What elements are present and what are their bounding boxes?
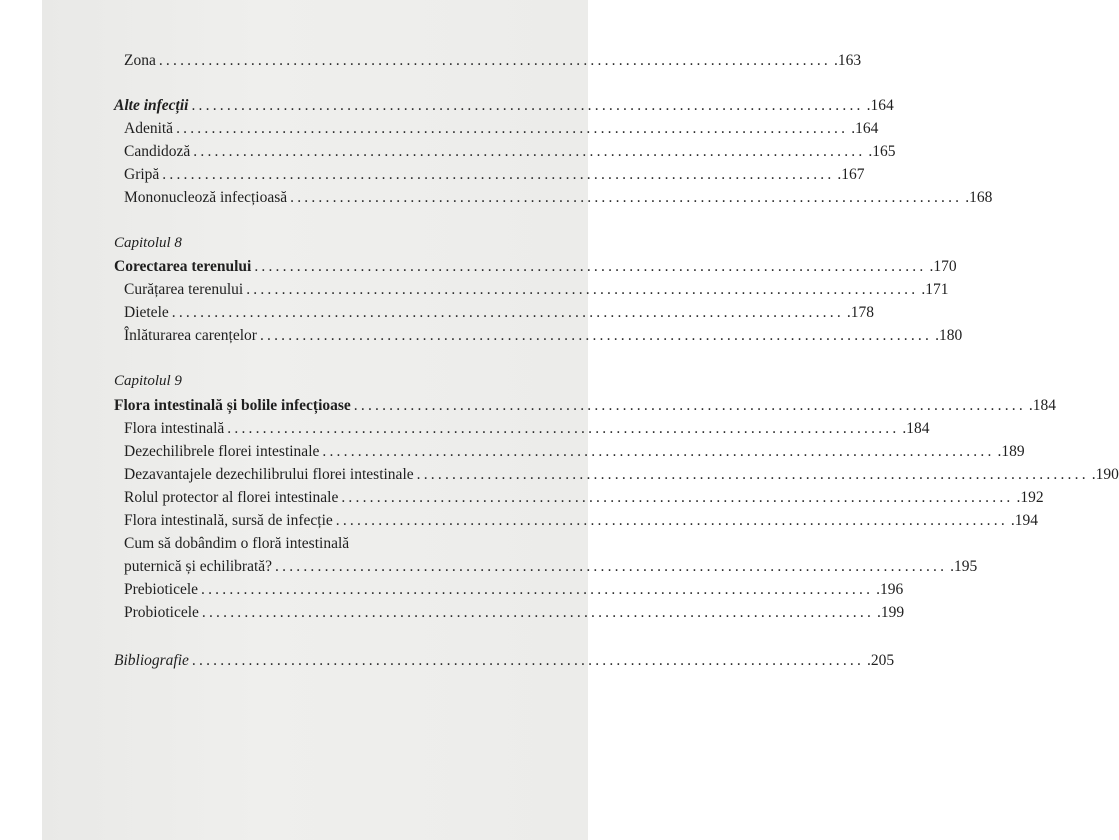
toc-entry-title: Dezavantajele dezechilibrului florei intestinale xyxy=(124,466,414,483)
toc-leader: ............................................................................................... xyxy=(162,166,835,183)
toc-entry-mononucleoza xyxy=(124,187,993,209)
toc-entry-title: Rolul protector al florei intestinale xyxy=(124,489,339,506)
toc-entry-page: .199 xyxy=(877,604,905,621)
toc-section-alte-infectii xyxy=(114,95,894,117)
toc-leader: ............................................................................................... xyxy=(191,652,865,669)
toc-entry-inlaturarea-carentelor xyxy=(124,325,963,347)
toc-section-flora-intestinala xyxy=(114,395,1057,417)
toc-entry-title: Dietele xyxy=(124,304,169,321)
toc-leader: ............................................................................................... xyxy=(201,604,875,621)
toc-entry-title: Mononucleoză infecțioasă xyxy=(124,189,288,206)
toc-leader: ............................................................................................... xyxy=(158,52,831,69)
toc-entry-page: .180 xyxy=(935,327,963,344)
toc-leader: ............................................................................................... xyxy=(201,581,874,598)
toc-entry-page: .164 xyxy=(851,120,879,137)
book-page xyxy=(42,0,1119,840)
toc-entry-prebioticele xyxy=(124,579,904,601)
toc-entry-page: .164 xyxy=(866,97,894,114)
toc-entry-cum-sa-dobandim-line1: Cum să dobândim o floră intestinală xyxy=(124,535,350,552)
toc-entry-dezechilibrele xyxy=(124,441,1025,463)
toc-entry-flora-intestinala xyxy=(124,418,930,440)
toc-leader: ............................................................................................... xyxy=(227,420,900,437)
toc-entry-title: Înlăturarea carențelor xyxy=(124,327,257,344)
toc-entry-title: Corectarea terenului xyxy=(114,258,252,275)
toc-entry-page: .205 xyxy=(867,652,895,669)
toc-entry-zona xyxy=(124,50,862,72)
toc-entry-rolul-protector xyxy=(124,487,1044,509)
toc-entry-title: Flora intestinală xyxy=(124,420,225,437)
toc-entry-page: .196 xyxy=(876,581,904,598)
toc-entry-page: .170 xyxy=(929,258,957,275)
toc-leader: ............................................................................................... xyxy=(290,189,963,206)
toc-entry-title: Candidoză xyxy=(124,143,191,160)
toc-leader: ............................................................................................... xyxy=(171,304,844,321)
toc-entry-page: .195 xyxy=(950,558,978,575)
toc-entry-page: .168 xyxy=(965,189,993,206)
toc-entry-title: Probioticele xyxy=(124,604,199,621)
toc-section-corectarea-terenului xyxy=(114,256,957,278)
chapter-9-heading: Capitolul 9 xyxy=(114,373,182,389)
toc-leader: ............................................................................................... xyxy=(416,466,1089,483)
toc-entry-page: .165 xyxy=(868,143,896,160)
toc-entry-page: .194 xyxy=(1010,512,1039,529)
toc-leader: ............................................................................................... xyxy=(259,327,933,344)
toc-entry-dezavantajele xyxy=(124,464,1119,486)
toc-leader: ............................................................................................... xyxy=(353,397,1026,414)
toc-entry-page: .190 xyxy=(1091,466,1119,483)
toc-entry-bibliografie xyxy=(114,650,895,672)
toc-entry-title: Gripă xyxy=(124,166,160,183)
toc-entry-page: .163 xyxy=(833,52,862,69)
toc-leader: ............................................................................................... xyxy=(191,97,864,114)
toc-entry-title: Flora intestinală și bolile infecțioase xyxy=(114,397,351,414)
toc-entry-page: .192 xyxy=(1016,489,1044,506)
toc-entry-title: Dezechilibrele florei intestinale xyxy=(124,443,320,460)
toc-leader: ............................................................................................... xyxy=(193,143,866,160)
toc-leader: ............................................................................................... xyxy=(176,120,849,137)
toc-entry-gripa xyxy=(124,164,865,186)
toc-entry-title: Adenită xyxy=(124,120,174,137)
toc-entry-title: Prebioticele xyxy=(124,581,199,598)
toc-leader: ............................................................................................... xyxy=(275,558,948,575)
toc-entry-probioticele xyxy=(124,602,905,624)
toc-leader: ............................................................................................... xyxy=(335,512,1008,529)
chapter-8-heading: Capitolul 8 xyxy=(114,235,182,251)
toc-entry-page: .167 xyxy=(837,166,865,183)
toc-leader: ............................................................................................... xyxy=(246,281,919,298)
toc-entry-page: .184 xyxy=(902,420,930,437)
toc-entry-adenita xyxy=(124,118,879,140)
toc-entry-curatarea-terenului xyxy=(124,279,949,301)
toc-entry-candidoza xyxy=(124,141,896,163)
toc-leader: ............................................................................................... xyxy=(322,443,995,460)
toc-entry-page: .178 xyxy=(846,304,875,321)
toc-entry-cum-sa-dobandim-line2 xyxy=(124,556,978,578)
toc-entry-title: Flora intestinală, sursă de infecție xyxy=(124,512,333,529)
toc-leader: ............................................................................................... xyxy=(254,258,927,275)
toc-entry-dietele xyxy=(124,302,875,324)
toc-entry-sursa-de-infectie xyxy=(124,510,1039,532)
toc-entry-title: Bibliografie xyxy=(114,652,189,669)
toc-entry-title: Zona xyxy=(124,52,156,69)
toc-entry-title: puternică și echilibrată? xyxy=(124,558,273,575)
toc-entry-page: .189 xyxy=(997,443,1025,460)
toc-entry-title: Alte infecții xyxy=(114,97,189,114)
toc-entry-page: .184 xyxy=(1028,397,1057,414)
toc-entry-page: .171 xyxy=(921,281,949,298)
toc-leader: ............................................................................................... xyxy=(341,489,1014,506)
toc-entry-title: Curățarea terenului xyxy=(124,281,244,298)
